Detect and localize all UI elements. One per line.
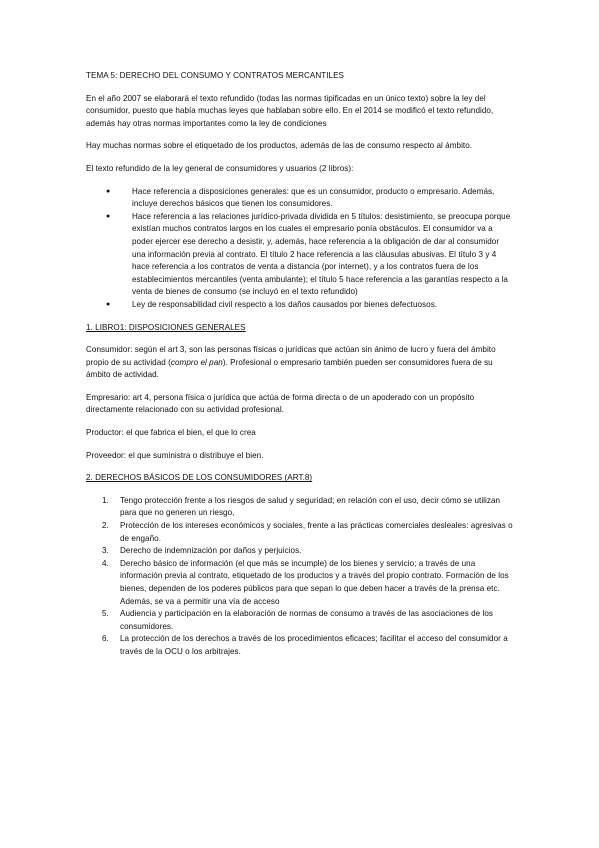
rights-numbered-list bbox=[86, 495, 513, 659]
item-number: 2. bbox=[102, 521, 109, 531]
item-number: 4. bbox=[102, 558, 109, 568]
bullet-item: ● Ley de responsabilidad civil respecto a los daños causados por bienes defectuosos. bbox=[132, 299, 513, 312]
bullet-item: ● Hace referencia a las relaciones jurídico-privada dividida en 5 títulos: desistimiento, se preocupa porque existían muchos contratos largos en los cuales el empresario ponía obstáculos. El consumidor va a poder ejercer ese derecho a desistir, y, además, hace referencia a la obligación de dar al consumidor una información previa al contrato. El título 2 hace referencia a las cláusulas abusivas. El título 3 y 4 hace referencia a los contratos de venta a distancia (por internet), y a los contratos fuera de los establecimientos mercantiles (venta ambulante); el título 5 hace referencia a las garantías respecto a la venta de bienes de consumo (se incluyó en el texto refundido) bbox=[132, 211, 513, 299]
item-number: 5. bbox=[102, 609, 109, 619]
item-text: Protección de los intereses económicos y sociales, frente a las prácticas comerciales desleales: agresivas o de engaño. bbox=[120, 521, 513, 543]
consumidor-example: compro el pan bbox=[170, 357, 223, 367]
consumidor-text-start: Consumidor: según el art 3, son las personas físicas o jurídicas que actúan sin ánimo de lucro y fuera del ámbito propio de su actividad ( bbox=[86, 345, 496, 367]
proveedor-paragraph: Proveedor: el que suministra o distribuye el bien. bbox=[86, 450, 264, 460]
productor-paragraph: Productor: el que fabrica el bien, el que lo crea bbox=[86, 428, 256, 438]
intro-paragraph-2: Hay muchas normas sobre el etiquetado de los productos, además de las de consumo respecto al ámbito. bbox=[86, 141, 473, 151]
rights-list-item bbox=[102, 495, 513, 520]
item-text: La protección de los derechos a través de los procedimientos eficaces; facilitar el acceso del consumidor a través de la OCU o los arbitrajes. bbox=[120, 634, 508, 656]
consumidor-text-end: ). Profesional o empresario también pueden ser consumidores fuera de su ámbito de actividad. bbox=[86, 357, 493, 380]
rights-list-item bbox=[102, 545, 513, 558]
books-bullet-list bbox=[86, 186, 513, 312]
empresario-paragraph: Empresario: art 4, persona física o jurídica que actúa de forma directa o de un apoderado con un propósito directamente relacionado con su actividad profesional. bbox=[86, 392, 475, 415]
item-number: 3. bbox=[102, 546, 109, 556]
item-number: 6. bbox=[102, 634, 109, 644]
item-text: Derecho básico de información (el que más se incumple) de los bienes y servicio; a través de una información previa al contrato, etiquetado de los productos y a través del propio contrato. Formación de los bienes, dependen de los poderes públicos para que sepan lo que deben hacer a través de la prensa etc. Además, se va a permitir una vía de acceso bbox=[120, 558, 509, 606]
rights-list-item bbox=[102, 558, 513, 608]
rights-list-item bbox=[102, 633, 513, 658]
item-text: Derecho de indemnización por daños y perjuicios. bbox=[120, 546, 302, 556]
item-text: Audiencia y participación en la elaboración de normas de consumo a través de las asociaciones de los consumidores. bbox=[120, 609, 494, 631]
rights-list-item bbox=[102, 608, 513, 633]
section-2-heading: 2. DERECHOS BÁSICOS DE LOS CONSUMIDORES (ART.8) bbox=[86, 473, 313, 483]
section-1-heading: 1. LIBRO1: DISPOSICIONES GENERALES bbox=[86, 322, 246, 332]
bullet-item: ● Hace referencia a disposiciones generales: que es un consumidor, producto o empresario. Además, incluye derechos básicos que tienen los consumidores. bbox=[132, 186, 513, 211]
item-text: Tengo protección frente a los riesgos de salud y seguridad; en relación con el uso, decir cómo se utilizan para que no generen un riesgo, bbox=[120, 495, 501, 518]
intro-paragraph-3: El texto refundido de la ley general de consumidores y usuarios (2 libros): bbox=[86, 163, 354, 173]
item-number: 1. bbox=[102, 495, 109, 505]
rights-list-item bbox=[102, 520, 513, 545]
document-title: TEMA 5: DERECHO DEL CONSUMO Y CONTRATOS MERCANTILES bbox=[86, 71, 344, 80]
intro-paragraph-1: En el año 2007 se elaborará el texto refundido (todas las normas tipificadas en un único texto) sobre la ley del consumidor, puesto que había muchas leyes que hablaban sobre ello. En el 2014 se modificó el texto refundido, además hay otras normas importantes como la ley de condiciones bbox=[86, 93, 494, 128]
consumidor-paragraph bbox=[86, 344, 513, 382]
